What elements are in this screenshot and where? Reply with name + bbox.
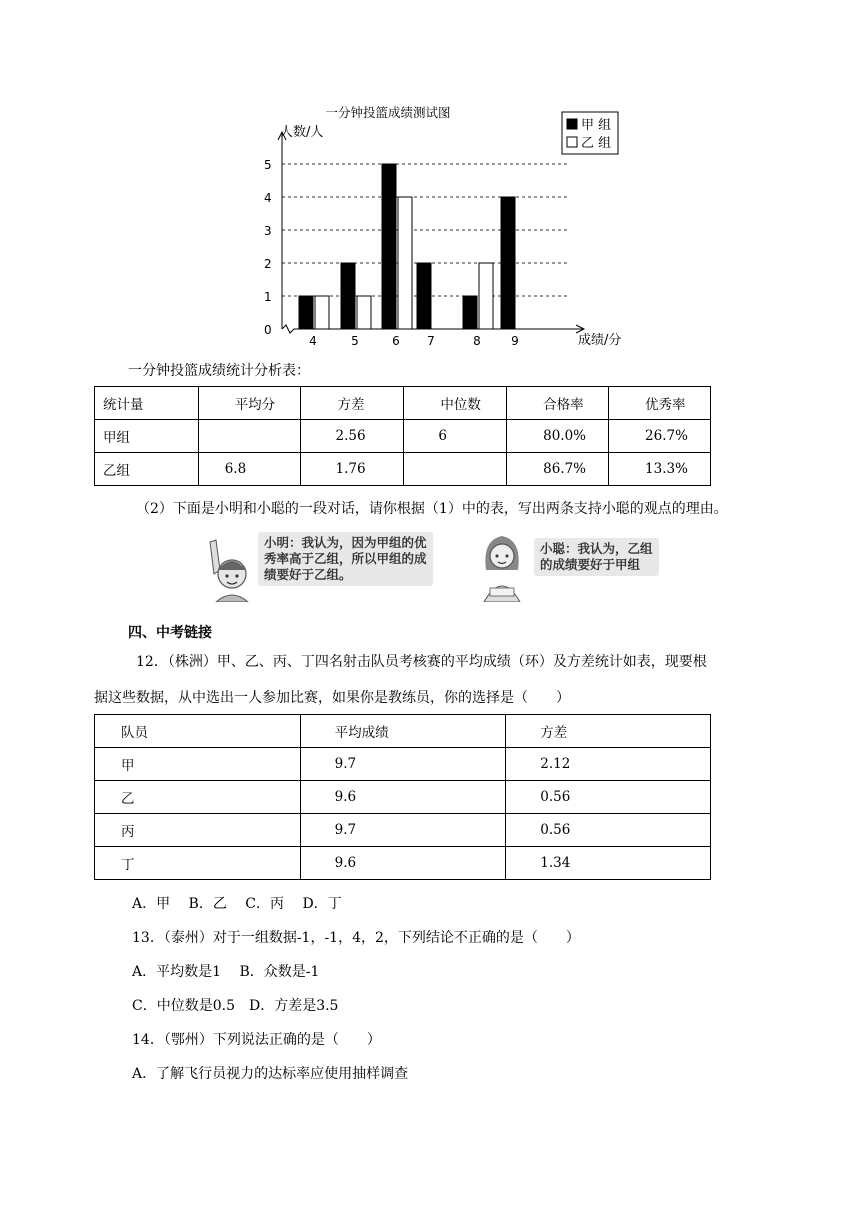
chart-bars: [299, 164, 515, 329]
section-title: 四、中考链接: [128, 625, 212, 641]
y-tick-label: 2: [264, 257, 272, 271]
table-cell: 86.7%: [507, 453, 609, 486]
table-cell: 26.7%: [609, 420, 711, 453]
xiaoming-line: 秀率高于乙组，所以甲组的成: [264, 551, 427, 566]
table-header-cell: 平均成绩: [300, 715, 506, 748]
table-cell: 甲组: [95, 420, 199, 453]
x-tick-label: 8: [473, 334, 481, 348]
boy-cartoon-icon: [208, 534, 254, 602]
table-cell: 0.56: [506, 814, 711, 847]
bar-jia: [341, 263, 355, 329]
dialog-illustration: [208, 528, 668, 604]
table-cell: 9.7: [300, 814, 506, 847]
table-row: [95, 781, 711, 814]
table-cell: 9.6: [300, 847, 506, 880]
bar-jia: [463, 296, 477, 329]
table-cell: 乙组: [95, 453, 199, 486]
table-header-row: [95, 715, 711, 748]
q12-options: A．甲 B．乙 C．丙 D．丁: [132, 896, 342, 912]
y-tick-label: 0: [264, 323, 272, 337]
table-cell: 2.12: [506, 748, 711, 781]
table-row: [95, 814, 711, 847]
table-header-cell: 优秀率: [609, 387, 711, 420]
table-header-cell: 合格率: [507, 387, 609, 420]
y-tick-label: 1: [264, 290, 272, 304]
table-cell: 9.6: [300, 781, 506, 814]
xiaoming-line: 绩要好于乙组。: [264, 567, 352, 582]
table-header-cell: 队员: [95, 715, 301, 748]
bar-jia: [501, 197, 515, 329]
legend-label: 甲 组: [581, 118, 612, 133]
q12-line-2: 据这些数据，从中选出一人参加比赛，如果你是教练员，你的选择是（ ）: [94, 690, 570, 706]
y-tick-label: 5: [264, 158, 272, 172]
x-tick-label: 7: [427, 334, 435, 348]
table-cell: [198, 420, 301, 453]
bar-yi: [315, 296, 329, 329]
q14-option-a: A．了解飞行员视力的达标率应使用抽样调查: [132, 1066, 409, 1082]
table-row: [95, 748, 711, 781]
table-cell: 80.0%: [507, 420, 609, 453]
x-tick-labels: [309, 334, 519, 348]
x-tick-label: 5: [351, 334, 359, 348]
legend-label: 乙 组: [581, 136, 612, 151]
x-tick-label: 6: [392, 334, 400, 348]
question-2: （2）下面是小明和小聪的一段对话，请你根据（1）中的表，写出两条支持小聪的观点的理由。: [136, 501, 728, 517]
table-cell: 丙: [95, 814, 301, 847]
x-tick-label: 9: [511, 334, 519, 348]
xiaoming-speech: [258, 532, 433, 586]
table-cell: 丁: [95, 847, 301, 880]
q14-stem: 14．（鄂州）下列说法正确的是（ ）: [132, 1032, 381, 1048]
legend-swatch: [567, 119, 577, 129]
xiaocong-line: 小聪：我认为，乙组: [540, 541, 653, 556]
q13-stem: 13．（泰州）对于一组数据-1，-1，4，2，下列结论不正确的是（ ）: [132, 930, 580, 946]
table-cell: 9.7: [300, 748, 506, 781]
legend-swatch: [567, 137, 577, 147]
table-header-cell: 中位数: [404, 387, 507, 420]
bar-jia: [299, 296, 313, 329]
table-cell: [404, 453, 507, 486]
chart-title: 一分钟投篮成绩测试图: [325, 105, 451, 120]
y-tick-label: 4: [264, 191, 272, 205]
table-cell: 6: [404, 420, 507, 453]
chart-legend: [562, 112, 618, 154]
xiaoming-line: 小明：我认为，因为甲组的优: [264, 535, 427, 550]
table-cell: 13.3%: [609, 453, 711, 486]
y-tick-labels: [264, 158, 272, 337]
table-cell: 2.56: [301, 420, 404, 453]
bar-chart: [258, 98, 638, 354]
table-header-cell: 方差: [301, 387, 404, 420]
table-row: [95, 847, 711, 880]
table-cell: 0.56: [506, 781, 711, 814]
y-axis-label: 人数/人: [280, 125, 324, 140]
table-cell: 甲: [95, 748, 301, 781]
table-header-cell: 方差: [506, 715, 711, 748]
bar-jia: [417, 263, 431, 329]
q13-options-ab: A．平均数是1 B．众数是-1: [132, 964, 320, 980]
xiaocong-line: 的成绩要好于甲组: [540, 557, 641, 572]
girl-cartoon-icon: [476, 530, 528, 602]
chart-svg: [258, 98, 638, 354]
table-cell: 1.76: [301, 453, 404, 486]
stats-caption: 一分钟投篮成绩统计分析表：: [128, 363, 310, 379]
bar-jia: [382, 164, 396, 329]
bar-yi: [357, 296, 371, 329]
q12-table: [94, 714, 711, 880]
bar-yi: [398, 197, 412, 329]
table-row: [95, 453, 711, 486]
xiaocong-speech: [534, 538, 659, 576]
x-axis-label: 成绩/分: [578, 333, 622, 348]
y-tick-label: 3: [264, 224, 272, 238]
table-cell: 1.34: [506, 847, 711, 880]
table-header-cell: 平均分: [198, 387, 301, 420]
q13-options-cd: C．中位数是0.5 D．方差是3.5: [132, 998, 339, 1014]
x-tick-label: 4: [309, 334, 317, 348]
table-header-row: [95, 387, 711, 420]
table-cell: 6.8: [198, 453, 301, 486]
table-cell: 乙: [95, 781, 301, 814]
table-row: [95, 420, 711, 453]
bar-yi: [479, 263, 493, 329]
q12-line-1: 12．（株洲）甲、乙、丙、丁四名射击队员考核赛的平均成绩（环）及方差统计如表，现要根: [136, 654, 707, 670]
stats-table: [94, 386, 711, 486]
table-header-cell: 统计量: [95, 387, 199, 420]
